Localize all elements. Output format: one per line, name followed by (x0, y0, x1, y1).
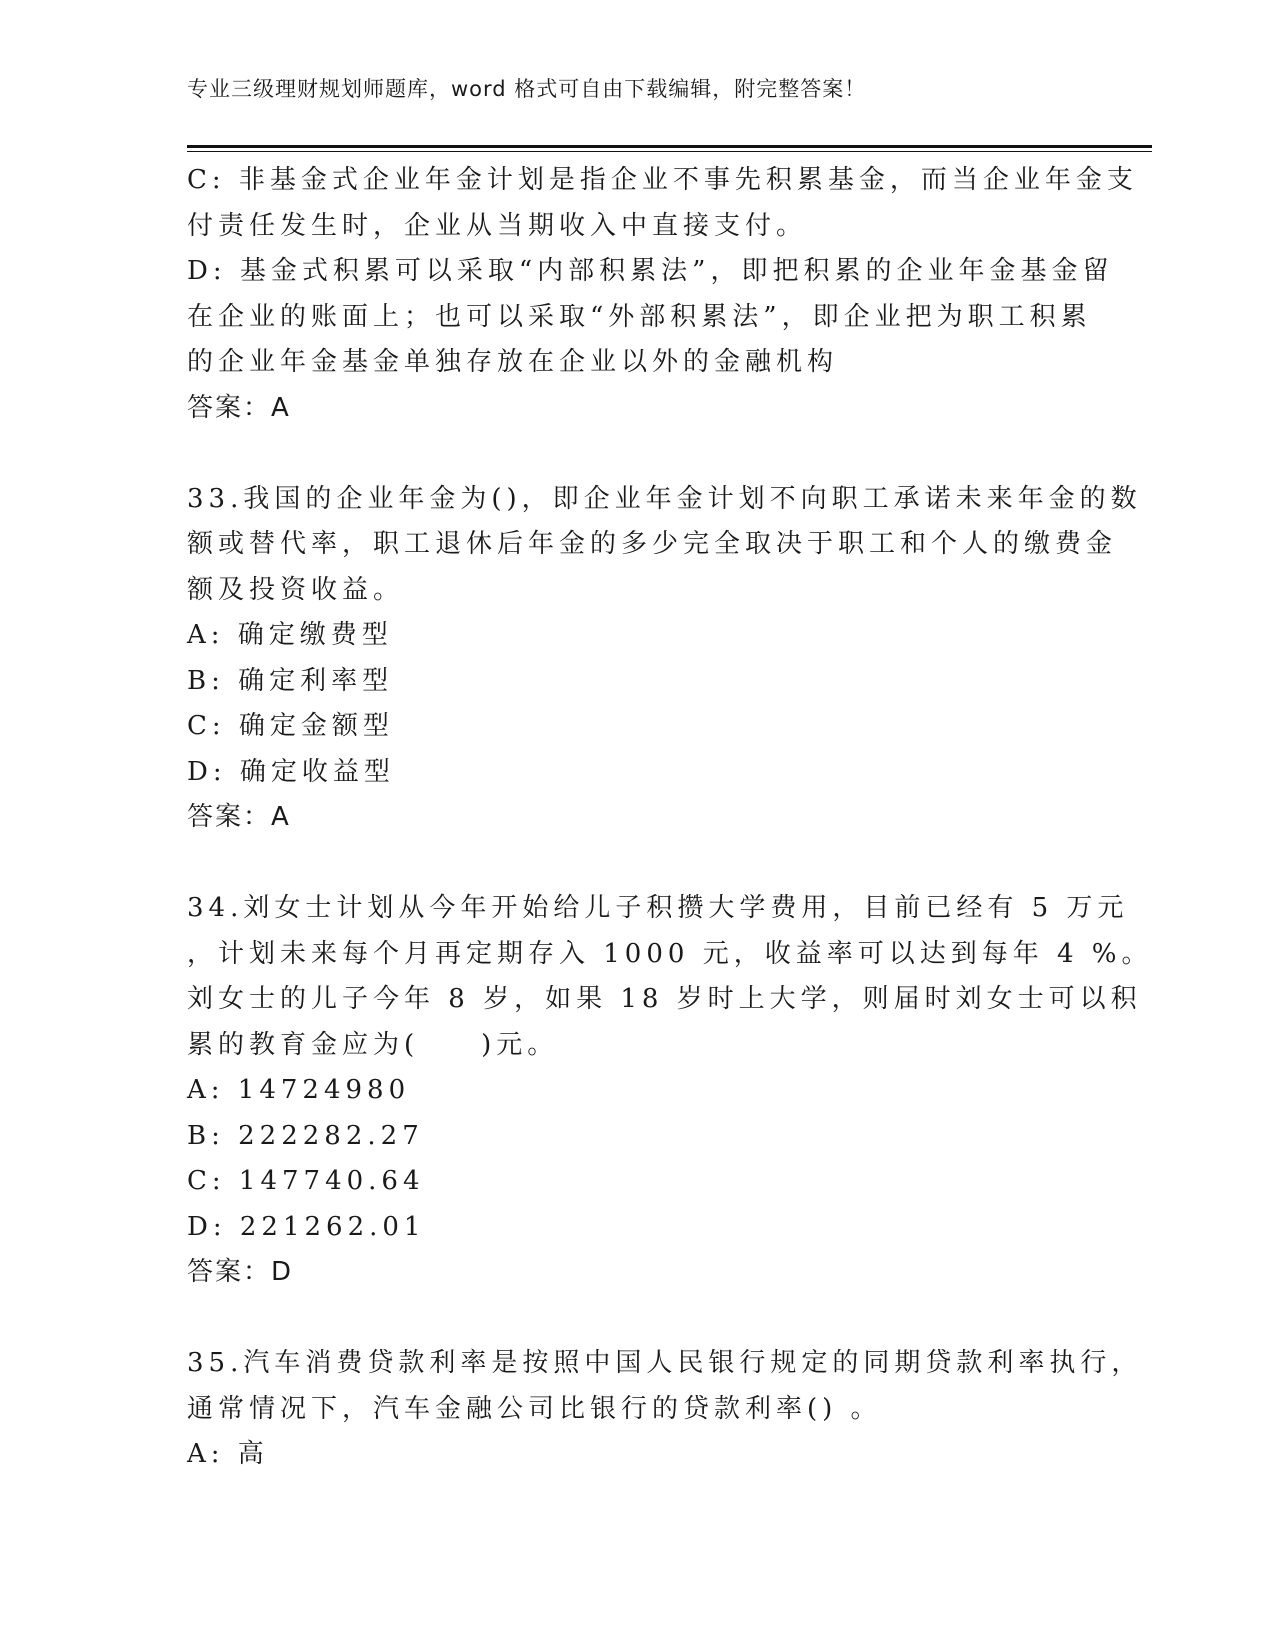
spacer (187, 1296, 1087, 1342)
header-rule-thick (187, 145, 1152, 148)
question-text-line: 额或替代率，职工退休后年金的多少完全取决于职工和个人的缴费金 (187, 529, 1118, 559)
question-text-line: 35.汽车消费贷款利率是按照中国人民银行规定的同期贷款利率执行， (187, 1348, 1143, 1378)
question-34 (187, 886, 1153, 1296)
question-text-line: 刘女士的儿子今年 8 岁，如果 18 岁时上大学，则届时刘女士可以积 (187, 984, 1142, 1014)
question-text-line: 33.我国的企业年金为()，即企业年金计划不向职工承诺未来年金的数 (187, 483, 1142, 514)
question-text-line: ，计划未来每个月再定期存入 1000 元，收益率可以达到每年 4 %。 (187, 938, 1153, 969)
option-d-line: 的企业年金基金单独存放在企业以外的金融机构 (187, 347, 839, 377)
answer-34: 答案：D (187, 1257, 294, 1287)
question-text-line: 额及投资收益。 (187, 574, 405, 605)
option-c-line: C: 非基金式企业年金计划是指企业不事先积累基金，而当企业年金支 (187, 165, 1138, 195)
option-d: D: 确定收益型 (187, 756, 395, 787)
spacer (187, 431, 1087, 477)
option-d: D: 221262.01 (187, 1211, 426, 1242)
question-32-tail (187, 158, 1138, 431)
question-content (187, 158, 1153, 1478)
option-a: A: 高 (187, 1439, 269, 1469)
spacer (187, 841, 1087, 887)
option-c-line: 付责任发生时，企业从当期收入中直接支付。 (187, 210, 808, 241)
option-c: C: 确定金额型 (187, 711, 394, 741)
option-b: B: 222282.27 (187, 1120, 424, 1151)
option-b: B: 确定利率型 (187, 665, 394, 696)
question-text-line: 34.刘女士计划从今年开始给儿子积攒大学费用，目前已经有 5 万元 (187, 893, 1129, 923)
header-rule-thin (187, 151, 1152, 152)
answer-33: 答案：A (187, 802, 291, 832)
answer-32: 答案：A (187, 392, 291, 423)
option-a: A: 14724980 (187, 1075, 411, 1105)
option-a: A: 确定缴费型 (187, 620, 393, 650)
question-35 (187, 1341, 1143, 1478)
option-c: C: 147740.64 (187, 1166, 425, 1196)
option-d-line: D: 基金式积累可以采取“内部积累法”，即把积累的企业年金基金留 (187, 256, 1114, 286)
question-33 (187, 477, 1142, 841)
question-text-line: 通常情况下，汽车金融公司比银行的贷款利率() 。 (187, 1393, 882, 1424)
option-d-line: 在企业的账面上；也可以采取“外部积累法”，即企业把为职工积累 (187, 301, 1092, 332)
page-header: 专业三级理财规划师题库，word 格式可自由下载编辑，附完整答案！ (187, 77, 867, 101)
question-text-line: 累的教育金应为( )元。 (187, 1029, 559, 1060)
